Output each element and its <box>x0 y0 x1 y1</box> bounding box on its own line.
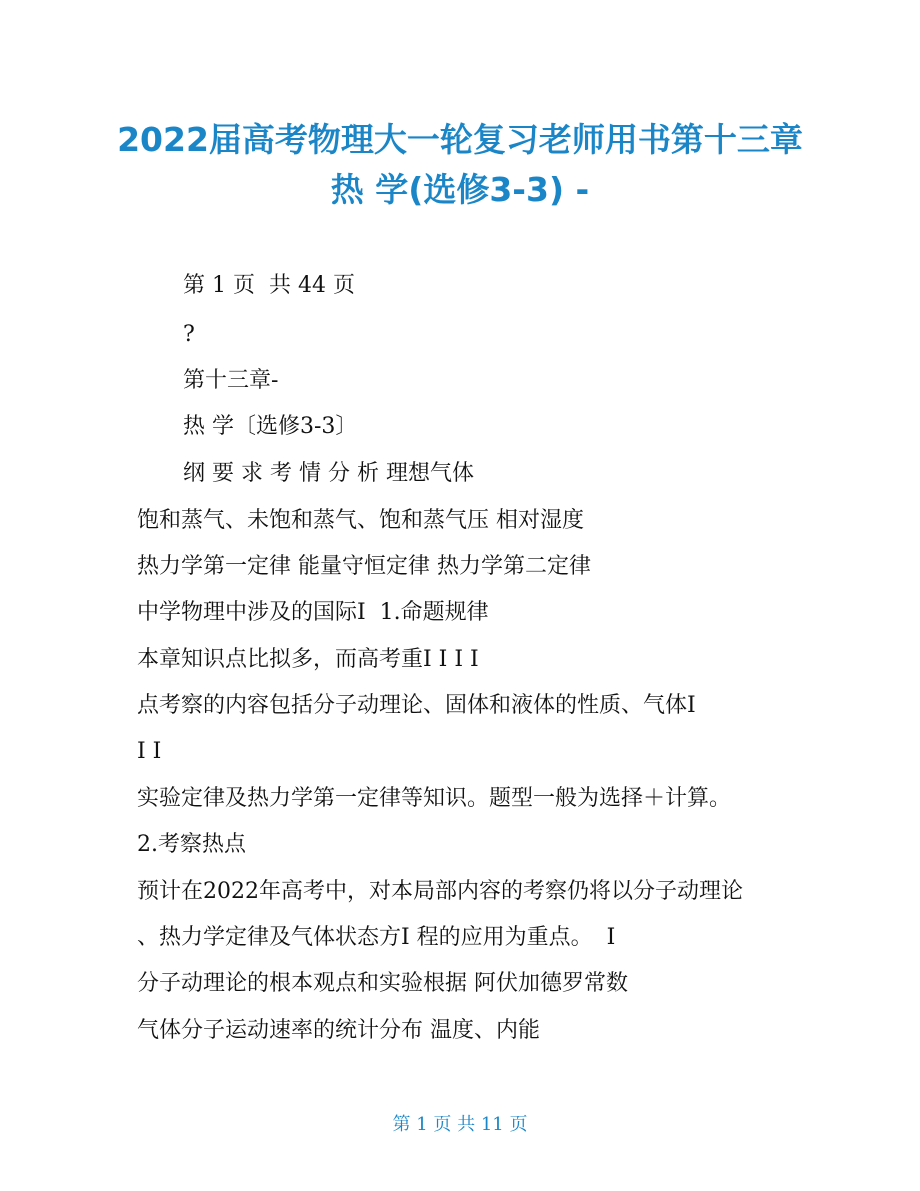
chapter-title-line: 热 学〔选修3-3〕 <box>183 414 358 439</box>
chapter-number-line: 第十三章- <box>183 368 279 393</box>
body-line: 实验定律及热力学第一定律等知识。题型一般为选择＋计算。 <box>137 786 732 811</box>
body-line: 、热力学定律及气体状态方Ⅰ 程的应用为重点。 Ⅰ <box>137 925 616 950</box>
body-line: 点考察的内容包括分子动理论、固体和液体的性质、气体Ⅰ <box>137 693 696 718</box>
document-title-line-1: 2022届高考物理大一轮复习老师用书第十三章 <box>117 120 803 159</box>
body-line: 分子动理论的根本观点和实验根据 阿伏加德罗常数 <box>137 971 628 996</box>
body-line: 气体分子运动速率的统计分布 温度、内能 <box>137 1018 540 1043</box>
body-line: 纲 要 求 考 情 分 析 理想气体 <box>183 461 474 486</box>
body-line: 本章知识点比拟多，而高考重Ⅰ Ⅰ Ⅰ Ⅰ <box>137 647 479 672</box>
body-line: 饱和蒸气、未饱和蒸气、饱和蒸气压 相对湿度 <box>137 508 584 533</box>
page-count-line: 第 1 页 共 44 页 <box>183 273 355 298</box>
body-line: 中学物理中涉及的国际Ⅰ 1.命题规律 <box>137 600 489 625</box>
page-footer: 第 1 页 共 11 页 <box>392 1114 528 1135</box>
body-line: 热力学第一定律 能量守恒定律 热力学第二定律 <box>137 554 591 579</box>
section-heading-line: 2.考察热点 <box>137 832 246 857</box>
body-line: ? <box>183 322 195 347</box>
document-title-line-2: 热 学(选修3-3) - <box>330 170 590 209</box>
body-line: 预计在2022年高考中，对本局部内容的考察仍将以分子动理论 <box>137 879 743 904</box>
body-line: Ⅰ Ⅰ <box>137 739 162 764</box>
